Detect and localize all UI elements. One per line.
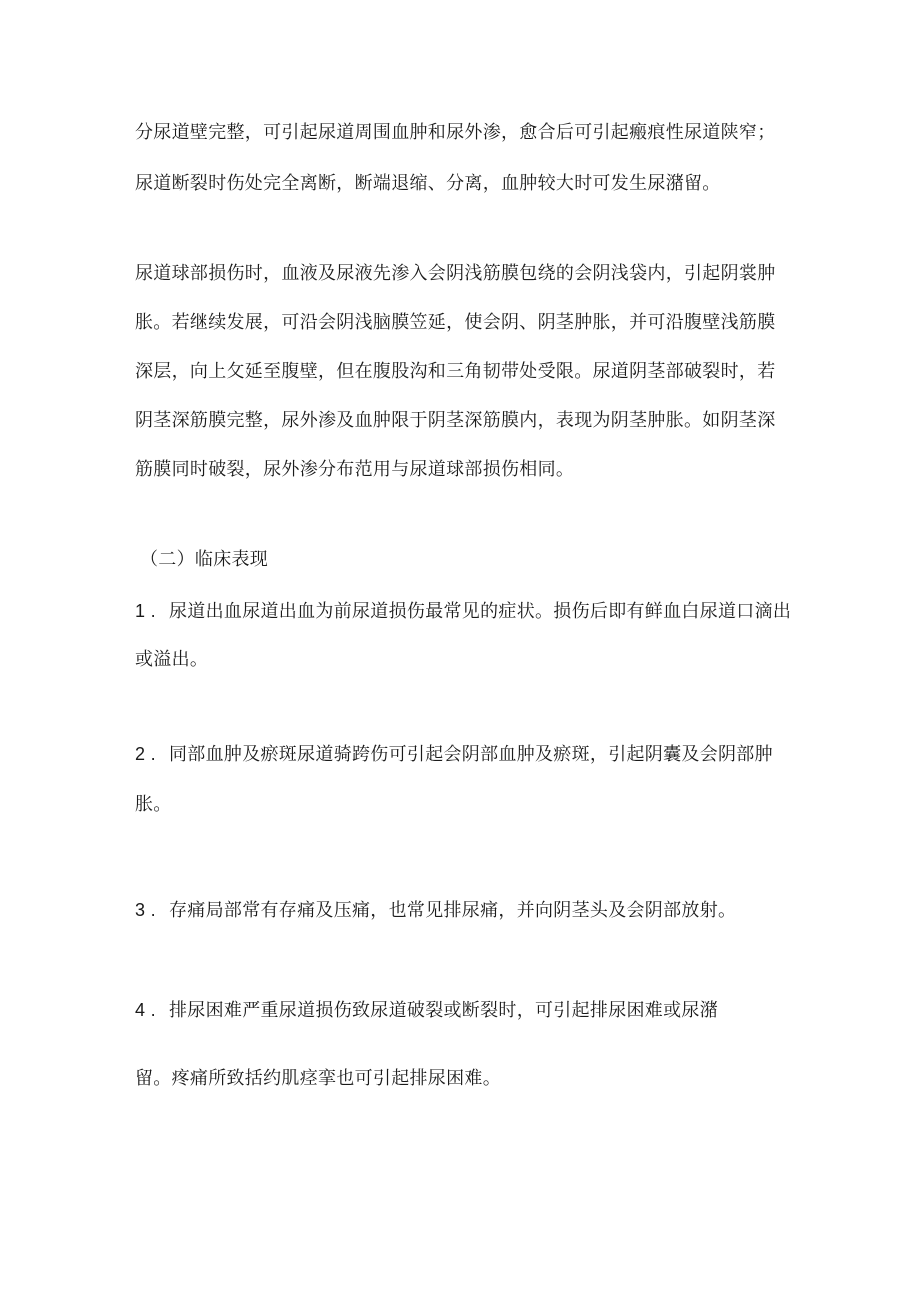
item-4-text: 排尿困难严重尿道损伤致尿道破裂或断裂时，可引起排尿困难或尿潴 [169, 1000, 718, 1021]
paragraph-1-line-1: 分尿道壁完整，可引起尿道周围血肿和尿外渗，愈合后可引起瘢痕性尿道陕窄； [135, 122, 776, 143]
paragraph-2-line-2: 胀。若继续发展，可沿会阴浅脑膜笠延，使会阴、阴茎肿胀，并可沿腹壁浅筋膜 [135, 312, 776, 333]
item-3-text: 存痛局部常有存痛及压痛，也常见排尿痛，并向阴茎头及会阴部放射。 [169, 900, 737, 921]
paragraph-1-line-2: 尿道断裂时伤处完全离断，断端退缩、分离，血肿较大时可发生尿潴留。 [135, 173, 721, 194]
item-3-line-1 [135, 898, 736, 923]
item-3-number: 3 . [135, 900, 156, 920]
paragraph-2-line-3: 深层，向上攵延至腹壁，但在腹股沟和三角韧带处受限。尿道阴茎部破裂时，若 [135, 361, 776, 382]
item-4-number: 4 . [135, 1000, 156, 1020]
item-1-text: 尿道出血尿道出血为前尿道损伤最常见的症状。损伤后即有鲜血白尿道口滴出 [169, 601, 792, 622]
item-2-line-1 [135, 742, 773, 767]
item-1-line-1 [135, 599, 791, 624]
item-1-number: 1 . [135, 601, 156, 621]
paragraph-2-line-5: 筋膜同时破裂，尿外渗分布范用与尿道球部损伤相同。 [135, 459, 575, 480]
item-2-text: 同部血肿及瘀斑尿道骑跨伤可引起会阴部血肿及瘀斑，引起阴囊及会阴部肿 [169, 744, 773, 765]
item-4-line-2: 留。疼痛所致括约肌痉挛也可引起排尿困难。 [135, 1068, 501, 1089]
section-heading: （二）临床表现 [140, 549, 269, 570]
paragraph-2-line-1: 尿道球部损伤时，血液及尿液先渗入会阴浅筋膜包绕的会阴浅袋内，引起阴裳肿 [135, 263, 776, 284]
item-2-line-2: 胀。 [135, 794, 172, 815]
paragraph-2-line-4: 阴茎深筋膜完整，尿外渗及血肿限于阴茎深筋膜内，表现为阴茎肿胀。如阴茎深 [135, 410, 776, 431]
item-2-number: 2 . [135, 744, 156, 764]
item-1-line-2: 或溢出。 [135, 649, 209, 670]
item-4-line-1 [135, 998, 718, 1023]
